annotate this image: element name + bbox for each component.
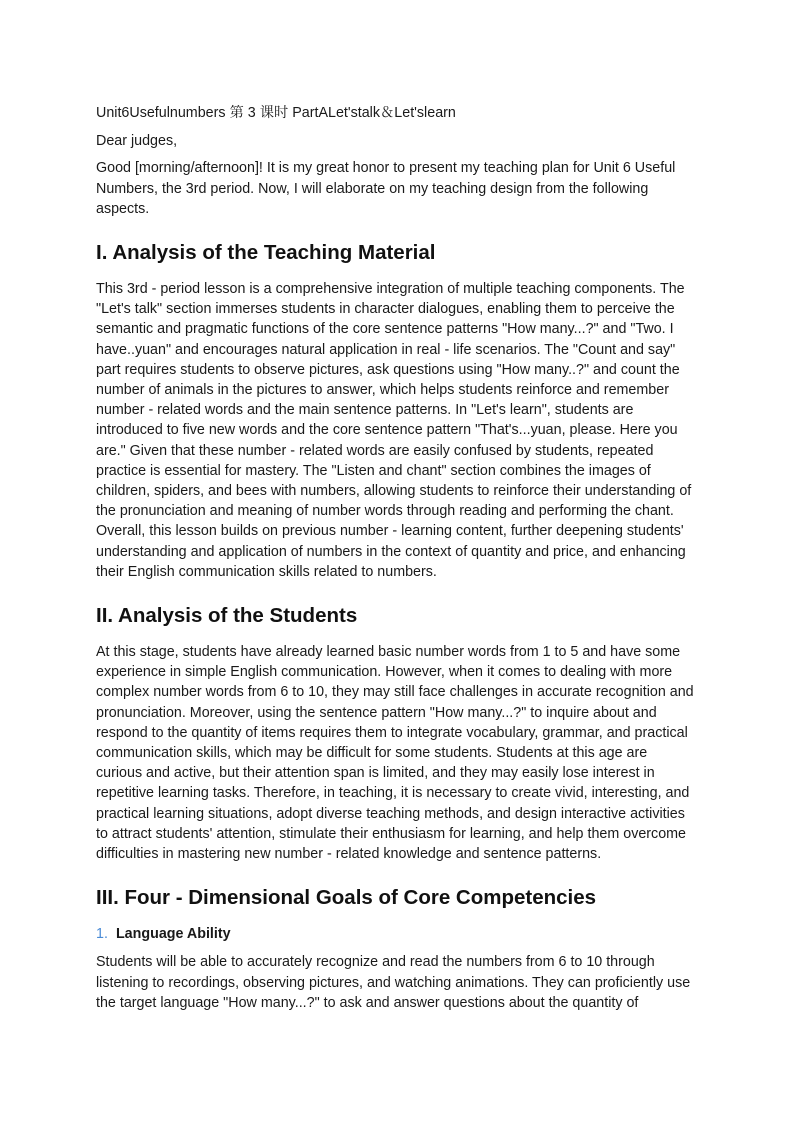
subsection-number: 1. (96, 926, 108, 943)
section-body-students: At this stage, students have already learned basic number words from 1 to 5 and have some experience in simple English communication. However, when it comes to dealing with more complex number words from 6 to 10, they may still face challenges in accurate recognition and pronunciation. Moreover, using the sentence pattern "How many...?" to inquire about and respond to the quantity of items requires them to integrate vocabulary, grammar, and practical communication skills, which may be difficult for some students. Students at this age are curious and active, but their attention span is limited, and they may easily lose interest in repetitive learning tasks. Therefore, in teaching, it is necessary to create vivid, interesting, and practical learning situations, adopt diverse teaching methods, and design interactive activities to attract students' attention, stimulate their enthusiasm for learning, and help them overcome difficulties in mastering new number - related knowledge and sentence patterns. (96, 644, 694, 863)
section-body-teaching-material: This 3rd - period lesson is a comprehensive integration of multiple teaching components. The "Let's talk" section immerses students in character dialogues, enabling them to perceive the semantic and pragmatic functions of the core sentence patterns "How many...?" and "Two. I have..yuan" and encourages natural application in real - life scenarios. The "Count and say" part requires students to observe pictures, ask questions using "How many..?" and count the number of animals in the pictures to answer, which helps students reinforce and remember number - related words and the main sentence patterns. In "Let's learn", students are introduced to five new words and the core sentence pattern "That's...yuan, please. Here you are." Given that these number - related words are easily confused by students, repeated practice is essential for mastery. The "Listen and chant" section combines the images of children, spiders, and bees with numbers, allowing students to reinforce their understanding of the pronunciation and meaning of number words through reading and performing the chant. Overall, this lesson builds on previous number - learning content, further deepening students' understanding and application of numbers in the context of quantity and price, and enhancing their English communication skills related to numbers. (96, 281, 692, 580)
salutation: Dear judges, (96, 133, 178, 150)
section-heading-teaching-material: I. Analysis of the Teaching Material (96, 241, 436, 265)
document-title: Unit6Usefulnumbers 第 3 课时 PartALet'stalk＆Let'slearn (96, 105, 456, 121)
subsection-label: Language Ability (115, 926, 231, 943)
section-heading-students: II. Analysis of the Students (96, 604, 358, 628)
intro-paragraph: Good [morning/afternoon]! It is my great honor to present my teaching plan for Unit 6 Useful Numbers, the 3rd period. Now, I will elaborate on my teaching design from the following aspects. (96, 160, 676, 217)
subsection-heading-language-ability (96, 924, 697, 944)
section-heading-core-competencies: III. Four - Dimensional Goals of Core Competencies (96, 886, 597, 910)
subsection-body-language-ability: Students will be able to accurately recognize and read the numbers from 6 to 10 through listening to recordings, observing pictures, and watching animations. They can proficiently use the target language "How many...?" to ask and answer questions about the quantity of (96, 954, 691, 1011)
